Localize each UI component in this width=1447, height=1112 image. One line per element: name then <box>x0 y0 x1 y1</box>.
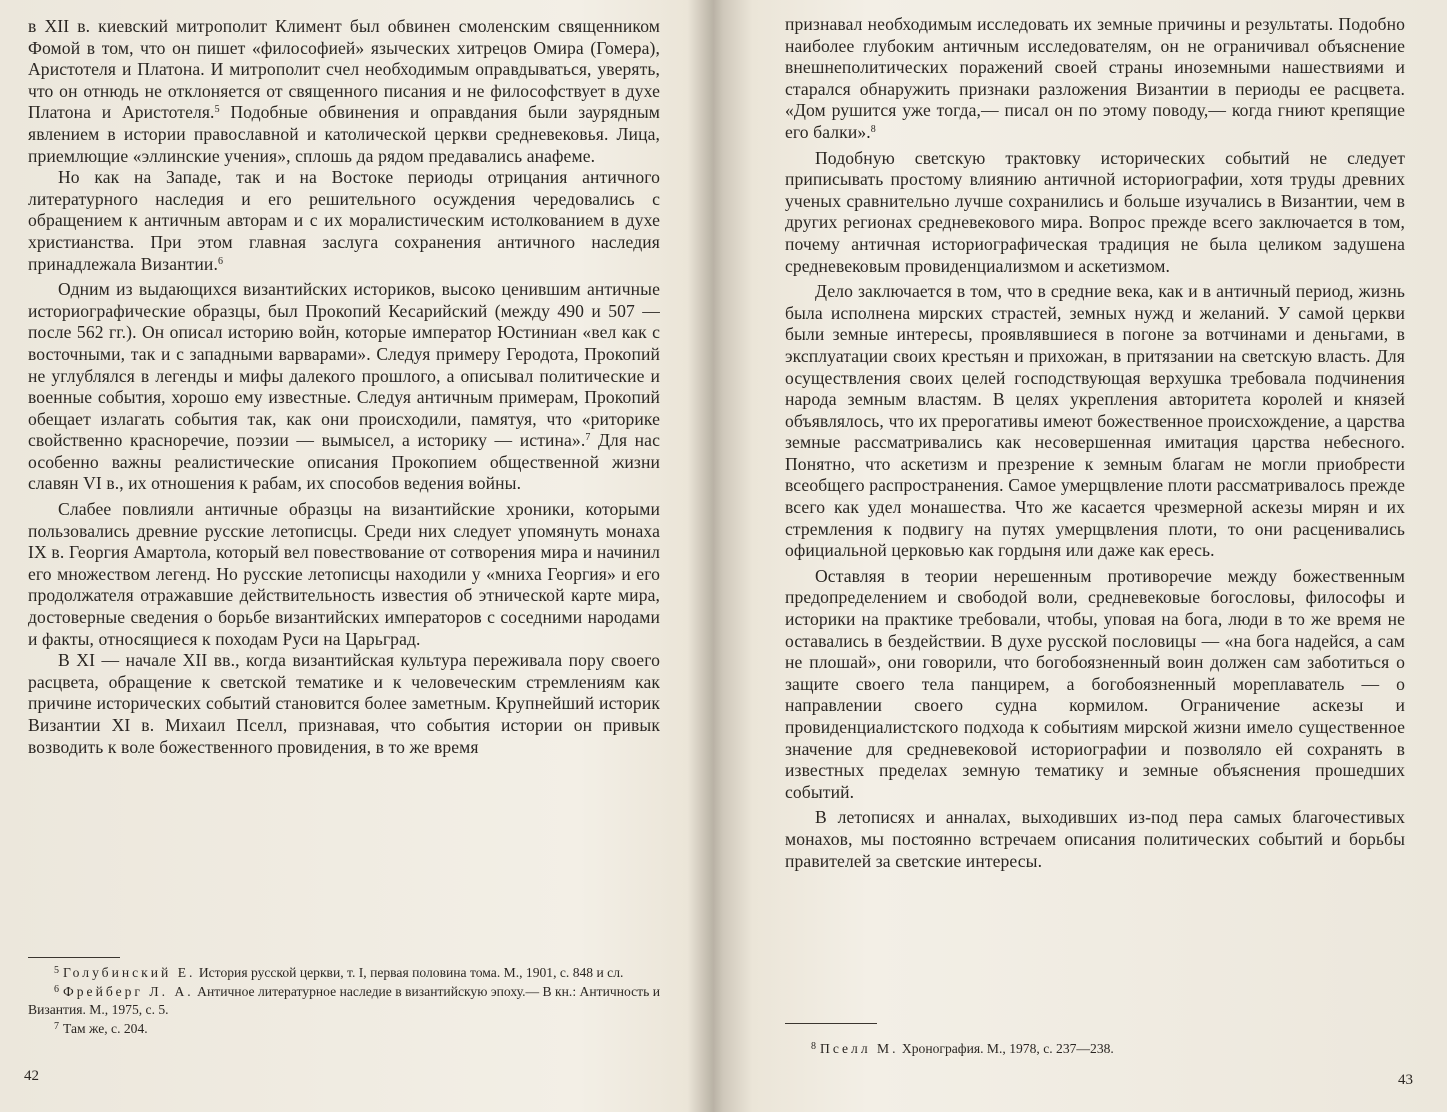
footnote: $^7$ Там же, с. 204. <box>54 1021 148 1037</box>
paragraph: Но как на Западе, так и на Востоке периоды отрицания античного литературного наследия и его решительного осуждения чередовались с обращением к античным авторам и с их моралистическим истолкованием в духе христианства. При этом главная заслуга сохранения античного наследия принадлежала Византии.$^6$ <box>28 167 660 274</box>
footnote: $^5$ Голубинский Е. История русской церкви, т. I, первая половина тома. М., 1901, с. 848 и сл. <box>54 965 624 980</box>
footnote: $^6$ Фрейберг Л. А. Античное литературное наследие в византийскую эпоху.— В кн.: Античность и Византия. М., 1975, с. 5. <box>28 984 660 1017</box>
right-body-text <box>785 14 1405 872</box>
footnote-rule <box>785 1023 877 1024</box>
left-page <box>0 0 712 1112</box>
footnote-rule <box>28 957 120 958</box>
paragraph: признавал необходимым исследовать их земные причины и результаты. Подобно наиболее глубоким античным исследователям, он не ограничивал объяснение внешнеполитических поражений своей страны иноземными нашествиями и старался обнаружить признаки разложения Византии в периоды ее расцвета. «Дом рушится уже тогда,— писал он по этому поводу,— когда гниют крепящие его балки».$^8$ <box>785 14 1405 142</box>
paragraph: Подобную светскую трактовку исторических событий не следует приписывать простому влиянию античной историографии, хотя труды древних ученых сравнительно лучше сохранились и больше изучались в Византии, чем в других регионах средневекового мира. Вопрос прежде всего заключается в том, почему античная историографическая традиция не была целиком задушена средневековым провиденциализмом и аскетизмом. <box>785 147 1405 276</box>
paragraph: Дело заключается в том, что в средние века, как и в античный период, жизнь была исполнена мирских страстей, земных нужд и желаний. У самой церкви были земные интересы, проявлявшиеся в погоне за вотчинами и деньгами, в эксплуатации своих крестьян и прихожан, в притязании на светскую власть. Для осуществления своих целей господствующая верхушка требовала подчинения народа земным властям. В целях укрепления авторитета королей и князей объявлялось, что их прерогативы имеют божественное происхождение, а царства земные рассматривались как несовершенная имитация царства небесного. Понятно, что аскетизм и презрение к земным благам не могли приобрести всеобщего распространения. Самое умерщвление плоти рассматривалось прежде всего как удел монашества. Что же касается чрезмерной аскезы мирян и их стремления к подвигу на путях умерщвления плоти, то они расценивались официальной церковью как гордыня или даже как ересь. <box>785 281 1405 561</box>
right-page <box>735 0 1447 1112</box>
right-footnotes <box>785 1038 1405 1057</box>
left-body-text <box>28 16 660 758</box>
paragraph: В летописях и анналах, выходивших из-под пера самых благочестивых монахов, мы постоянно встречаем описания политических событий и борьбы правителей за светские интересы. <box>785 807 1405 871</box>
paragraph: Оставляя в теории нерешенным противоречие между божественным предопределением и свободой воли, средневековые богословы, философы и историки на практике требовали, чтобы, уповая на бога, люди в то же время не оставались в бездействии. В духе русской пословицы — «на бога надейся, а сам не плошай», они говорили, что богобоязненный воин должен сам заботиться о защите своего тела панцирем, а богобоязненный мореплаватель — о направлении своего судна кормилом. Ограничение аскезы и провиденциалистского подхода к событиям мирской жизни имело существенное значение для средневековой историографии и позволяло ей сохранять в известных пределах земную тематику и земные объяснения прошедших событий. <box>785 565 1405 802</box>
left-footnotes <box>28 962 660 1038</box>
page-number: 42 <box>24 1068 39 1084</box>
footnote: $^8$ Пселл М. Хронография. М., 1978, с. 237—238. <box>811 1041 1114 1056</box>
paragraph: Одним из выдающихся византийских историков, высоко ценившим античные историографические образцы, был Прокопий Кесарийский (между 490 и 507 — после 562 гг.). Он описал историю войн, которые император Юстиниан «вел как с восточными, так и с западными варварами». Следуя примеру Геродота, Прокопий не углублялся в легенды и мифы далекого прошлого, а описывал политические и военные события, хорошо ему известные. Следуя античным примерам, Прокопий обещает излагать события так, как они происходили, памятуя, что «риторике свойственно красноречие, поэзии — вымысел, а историку — истина».$^7$ Для нас особенно важны реалистические описания Прокопием общественной жизни славян VI в., их отношения к рабам, их способов ведения войны. <box>28 279 660 494</box>
page-number: 43 <box>1398 1072 1413 1088</box>
paragraph: в XII в. киевский митрополит Климент был обвинен смоленским священником Фомой в том, что он пишет «философией» языческих хитрецов Омира (Гомера), Аристотеля и Платона. И митрополит счел необходимым оправдываться, уверять, что он отнюдь не отклоняется от священного писания и не философствует в духе Платона и Аристотеля.$^5$ Подобные обвинения и оправдания были заурядным явлением в истории православной и католической церкви средневековья. Лица, приемлющие «эллинские учения», сплошь да рядом предавались анафеме. <box>28 16 660 166</box>
paragraph: Слабее повлияли античные образцы на византийские хроники, которыми пользовались древние русские летописцы. Среди них следует упомянуть монаха IX в. Георгия Амартола, который вел повествование от сотворения мира и начинил его множеством легенд. Но русские летописцы находили у «мниха Георгия» и его продолжателя отражавшие действительность известия об этнической карте мира, достоверные сведения о борьбе византийских императоров с соседними народами и факты, относящиеся к походам Руси на Царьград. <box>28 499 660 649</box>
paragraph: В XI — начале XII вв., когда византийская культура переживала пору своего расцвета, обращение к светской тематике и к человеческим стремлениям как причине исторических событий становится более заметным. Крупнейший историк Византии XI в. Михаил Пселл, признавая, что события истории он привык возводить к воле божественного провидения, в то же время <box>28 650 660 757</box>
